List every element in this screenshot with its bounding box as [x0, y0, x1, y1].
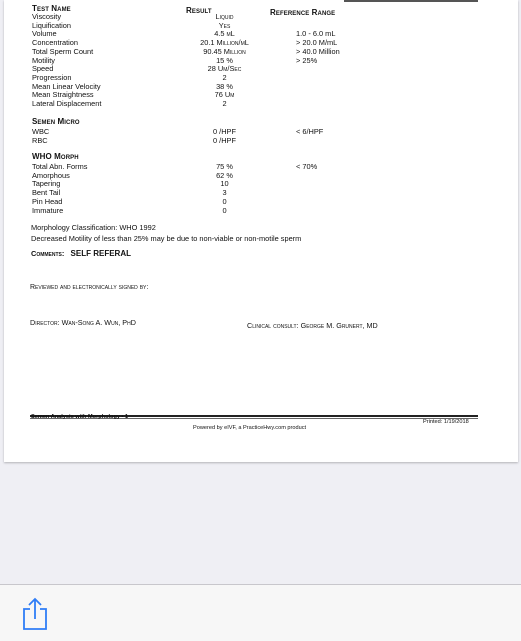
- footer-printed-date: Printed: 1/19/2018: [423, 419, 469, 425]
- table-row: [32, 38, 392, 47]
- table-row: [32, 171, 392, 180]
- result-cell: 3: [222, 188, 227, 198]
- result-cell: 38 %: [216, 81, 233, 91]
- test-name-cell: Concentration: [32, 38, 79, 48]
- table-row: [32, 188, 392, 197]
- result-cell: 62 %: [216, 170, 233, 180]
- table-row: [32, 162, 392, 171]
- director-line: Director: Wan-Song A. Wun, PhD: [30, 318, 136, 327]
- table-row: [32, 47, 392, 56]
- table-row: [32, 12, 392, 21]
- semen-micro-title: Semen Micro: [32, 117, 80, 126]
- bottom-toolbar: [0, 584, 521, 641]
- table-row: [32, 197, 392, 206]
- test-name-cell: Progression: [32, 72, 72, 82]
- result-cell: 2: [222, 99, 227, 108]
- header-test-name: Test Name: [32, 4, 71, 13]
- test-name-cell: Total Abn. Forms: [32, 162, 88, 171]
- result-cell: 0: [222, 196, 227, 206]
- comments-value: SELF REFERAL: [70, 249, 131, 258]
- result-cell: 15 %: [216, 55, 233, 65]
- comments-section: [31, 249, 131, 258]
- test-name-cell: Volume: [32, 29, 57, 39]
- reference-cell: < 6/HPF: [296, 127, 324, 136]
- result-cell: 28 Um/Sec: [207, 64, 242, 74]
- test-name-cell: WBC: [32, 127, 50, 136]
- comments-label: Comments:: [31, 249, 65, 258]
- result-cell: Liquid: [215, 12, 234, 21]
- reference-cell: > 20.0 M/mL: [296, 38, 338, 48]
- reference-cell: > 25%: [296, 55, 318, 65]
- result-cell: 90.45 Million: [203, 46, 246, 56]
- test-name-cell: Lateral Displacement: [32, 99, 102, 108]
- table-row: [32, 82, 392, 91]
- table-row: [32, 73, 392, 82]
- result-cell: 0: [222, 205, 227, 215]
- reference-cell: 1.0 - 6.0 mL: [296, 29, 336, 39]
- test-name-cell: Bent Tail: [32, 188, 61, 198]
- result-cell: 0 /HPF: [213, 127, 236, 136]
- table-row: [32, 99, 392, 108]
- who-morph-title: WHO Morph: [32, 152, 79, 161]
- reference-cell: > 40.0 Million: [296, 46, 340, 56]
- table-row: [32, 127, 392, 136]
- clinical-consult-line: Clinical consult: George M. Grunert, MD: [247, 321, 378, 330]
- result-cell: 20.1 Million/mL: [200, 38, 249, 48]
- table-row: [32, 206, 392, 215]
- test-name-cell: Mean Linear Velocity: [32, 81, 101, 91]
- table-row: [32, 90, 392, 99]
- header-result: Result: [186, 6, 212, 15]
- footer-report-name: Semen Analysis with Morphology • 1: [31, 414, 129, 420]
- top-rule: [344, 0, 478, 2]
- table-row: [32, 64, 392, 73]
- test-name-cell: RBC: [32, 136, 48, 145]
- reference-cell: < 70%: [296, 162, 318, 171]
- test-name-cell: Speed: [32, 64, 54, 74]
- table-row: [32, 56, 392, 65]
- result-cell: 2: [222, 72, 227, 82]
- test-name-cell: Tapering: [32, 179, 61, 189]
- test-name-cell: Mean Straightness: [32, 90, 94, 100]
- result-cell: Yes: [218, 20, 231, 30]
- document-page: [4, 0, 518, 462]
- footer-powered-by: Powered by eIVF, a PracticeHwy.com product: [193, 425, 307, 431]
- test-name-cell: Liquification: [32, 20, 72, 30]
- table-row: [32, 29, 392, 38]
- test-name-cell: Immature: [32, 205, 64, 215]
- share-button[interactable]: [18, 595, 52, 633]
- table-row: [32, 21, 392, 30]
- test-name-cell: Motility: [32, 55, 55, 65]
- result-cell: 4.5 mL: [214, 29, 235, 39]
- classification-note: Morphology Classification: WHO 1992: [31, 223, 156, 232]
- header-reference-range: Reference Range: [270, 8, 336, 17]
- test-name-cell: Total Sperm Count: [32, 46, 94, 56]
- result-cell: 75 %: [216, 162, 233, 171]
- table-row: [32, 136, 392, 145]
- result-cell: 76 Um: [214, 90, 235, 100]
- test-name-cell: Amorphous: [32, 170, 70, 180]
- test-name-cell: Viscosity: [32, 12, 62, 21]
- signed-by-line: Reviewed and electronically signed by:: [30, 284, 149, 291]
- result-cell: 0 /HPF: [213, 136, 236, 145]
- table-row: [32, 179, 392, 188]
- share-icon: [18, 595, 52, 633]
- test-name-cell: Pin Head: [32, 196, 63, 206]
- result-cell: 10: [220, 179, 229, 189]
- motility-note: Decreased Motility of less than 25% may be due to non-viable or non-motile sperm: [31, 234, 302, 243]
